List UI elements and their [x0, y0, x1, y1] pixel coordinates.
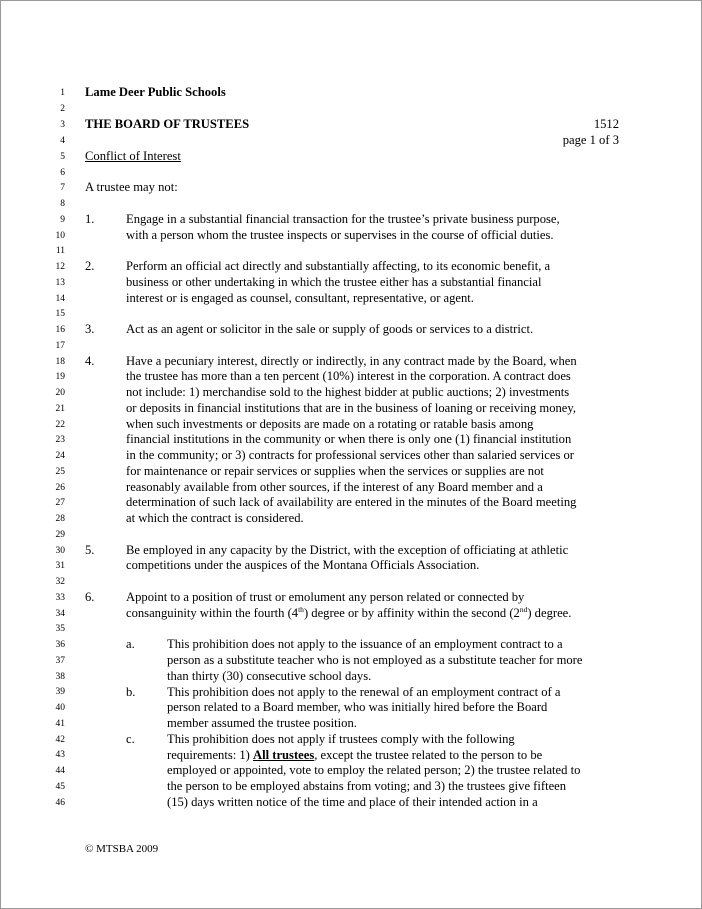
line-number: 25: [55, 467, 65, 477]
line-number: 16: [55, 325, 65, 335]
item-line: business or other undertaking in which the trustee either has a substantial financial: [126, 275, 542, 289]
item-line: Engage in a substantial financial transaction for the trustee’s private business purpose,: [126, 212, 560, 226]
item-line: determination of such lack of availability are entered in the minutes of the Board meeting: [126, 495, 577, 509]
line-number: 43: [55, 750, 65, 760]
sub-item-line: [167, 748, 542, 763]
line-number: 2: [60, 104, 65, 114]
line-number: 19: [55, 372, 65, 382]
sub-item-line: person related to a Board member, who was initially hired before the Board: [167, 700, 548, 714]
line-number: 33: [55, 593, 65, 603]
item-line: at which the contract is considered.: [126, 511, 304, 525]
sub-item-line: than thirty (30) consecutive school days.: [167, 669, 372, 683]
section-title: THE BOARD OF TRUSTEES: [85, 117, 250, 131]
page-label: page 1 of 3: [562, 133, 619, 147]
text-run: requirements: 1): [167, 748, 254, 762]
line-number: 37: [55, 656, 65, 666]
item-number: 4.: [85, 354, 95, 368]
item-line: for maintenance or repair services or supplies when the services or supplies are not: [126, 464, 544, 478]
copyright-footer: © MTSBA 2009: [85, 843, 159, 855]
item-line: Be employed in any capacity by the District, with the exception of officiating at athletic: [126, 543, 569, 557]
sub-item-line: This prohibition does not apply to the renewal of an employment contract of a: [167, 685, 561, 699]
line-number: 14: [55, 294, 65, 304]
text-run: consanguinity within the fourth (4: [126, 606, 299, 620]
line-number: 9: [60, 215, 65, 225]
sub-item-line: the person to be employed abstains from voting; and 3) the trustees give fifteen: [167, 779, 567, 793]
item-number: 2.: [85, 259, 95, 273]
sub-item-line: person as a substitute teacher who is not employed as a substitute teacher for more: [167, 653, 583, 667]
line-number: 36: [55, 640, 65, 650]
item-line: interest or is engaged as counsel, consultant, representative, or agent.: [126, 291, 474, 305]
line-number: 45: [55, 782, 65, 792]
sub-item-line: (15) days written notice of the time and place of their intended action in a: [167, 795, 538, 809]
line-number: 5: [60, 152, 65, 162]
policy-number: 1512: [593, 117, 619, 131]
line-number: 35: [55, 624, 65, 634]
sub-item-letter: b.: [126, 685, 136, 699]
item-line: Appoint to a position of trust or emolument any person related or connected by: [126, 590, 525, 604]
item-line: the trustee has more than a ten percent (10%) interest in the corporation. A contract does: [126, 369, 571, 383]
policy-title: Conflict of Interest: [85, 149, 181, 163]
sub-item-line: employed or appointed, vote to employ the related person; 2) the trustee related to: [167, 763, 581, 777]
line-number: 46: [55, 798, 65, 808]
line-number: 34: [55, 609, 65, 619]
text-run: ) degree.: [527, 606, 572, 620]
text-run: , except the trustee related to the person to be: [314, 748, 543, 762]
sub-item-line: This prohibition does not apply to the issuance of an employment contract to a: [167, 637, 563, 651]
item-line: financial institutions in the community or when there is only one (1) financial institution: [126, 432, 572, 446]
line-number: 6: [60, 168, 65, 178]
intro-text: A trustee may not:: [85, 180, 178, 194]
item-number: 3.: [85, 322, 95, 336]
line-number: 12: [55, 262, 65, 272]
line-number: 11: [55, 246, 65, 256]
item-line: with a person whom the trustee inspects or supervises in the course of official duties.: [126, 228, 554, 242]
item-line: in the community; or 3) contracts for professional services other than salaried services or: [126, 448, 574, 462]
line-number: 17: [55, 341, 65, 351]
sub-item-line: member assumed the trustee position.: [167, 716, 357, 730]
line-number: 21: [55, 404, 65, 414]
line-number: 26: [55, 483, 65, 493]
emphasis-all-trustees: All trustees: [253, 748, 315, 762]
line-number: 3: [60, 120, 65, 130]
item-line: not include: 1) merchandise sold to the highest bidder at public auctions; 2) investments: [126, 385, 570, 399]
item-line: competitions under the auspices of the Montana Officials Association.: [126, 558, 480, 572]
superscript: nd: [519, 605, 528, 614]
item-line: reasonably available from other sources, if the interest of any Board member and a: [126, 480, 543, 494]
item-line: when such investments or deposits are made on a rotating or ratable basis among: [126, 417, 534, 431]
line-number: 40: [55, 703, 65, 713]
line-number: 39: [55, 687, 65, 697]
line-number: 8: [60, 199, 65, 209]
item-line: Perform an official act directly and substantially affecting, to its economic benefit, a: [126, 259, 551, 273]
line-number: 32: [55, 577, 65, 587]
line-number: 22: [55, 420, 65, 430]
line-number: 1: [60, 88, 65, 98]
line-number: 27: [55, 498, 65, 508]
item-line: Act as an agent or solicitor in the sale or supply of goods or services to a district.: [126, 322, 534, 336]
sub-item-line: This prohibition does not apply if trustees comply with the following: [167, 732, 515, 746]
line-number: 20: [55, 388, 65, 398]
item-line: [126, 606, 571, 621]
line-number: 7: [60, 183, 65, 193]
item-number: 6.: [85, 590, 95, 604]
line-number: 38: [55, 672, 65, 682]
item-number: 5.: [85, 543, 95, 557]
item-line: Have a pecuniary interest, directly or indirectly, in any contract made by the Board, when: [126, 354, 577, 368]
line-number: 24: [55, 451, 65, 461]
item-number: 1.: [85, 212, 95, 226]
line-number: 4: [60, 136, 65, 146]
district-name: Lame Deer Public Schools: [85, 85, 226, 99]
superscript: th: [298, 605, 304, 614]
sub-item-letter: a.: [126, 637, 135, 651]
line-number: 28: [55, 514, 65, 524]
line-number: 15: [55, 309, 65, 319]
line-number: 42: [55, 735, 65, 745]
line-number: 23: [55, 435, 65, 445]
line-number: 10: [55, 231, 65, 241]
line-number: 13: [55, 278, 65, 288]
line-number: 44: [55, 766, 65, 776]
line-number: 41: [55, 719, 65, 729]
item-line: or deposits in financial institutions that are in the business of loaning or receiving money,: [126, 401, 577, 415]
line-number: 29: [55, 530, 65, 540]
line-number: 30: [55, 546, 65, 556]
line-number: 31: [55, 561, 65, 571]
sub-item-letter: c.: [126, 732, 135, 746]
line-number: 18: [55, 357, 65, 367]
text-run: ) degree or by affinity within the second (2: [303, 606, 520, 620]
